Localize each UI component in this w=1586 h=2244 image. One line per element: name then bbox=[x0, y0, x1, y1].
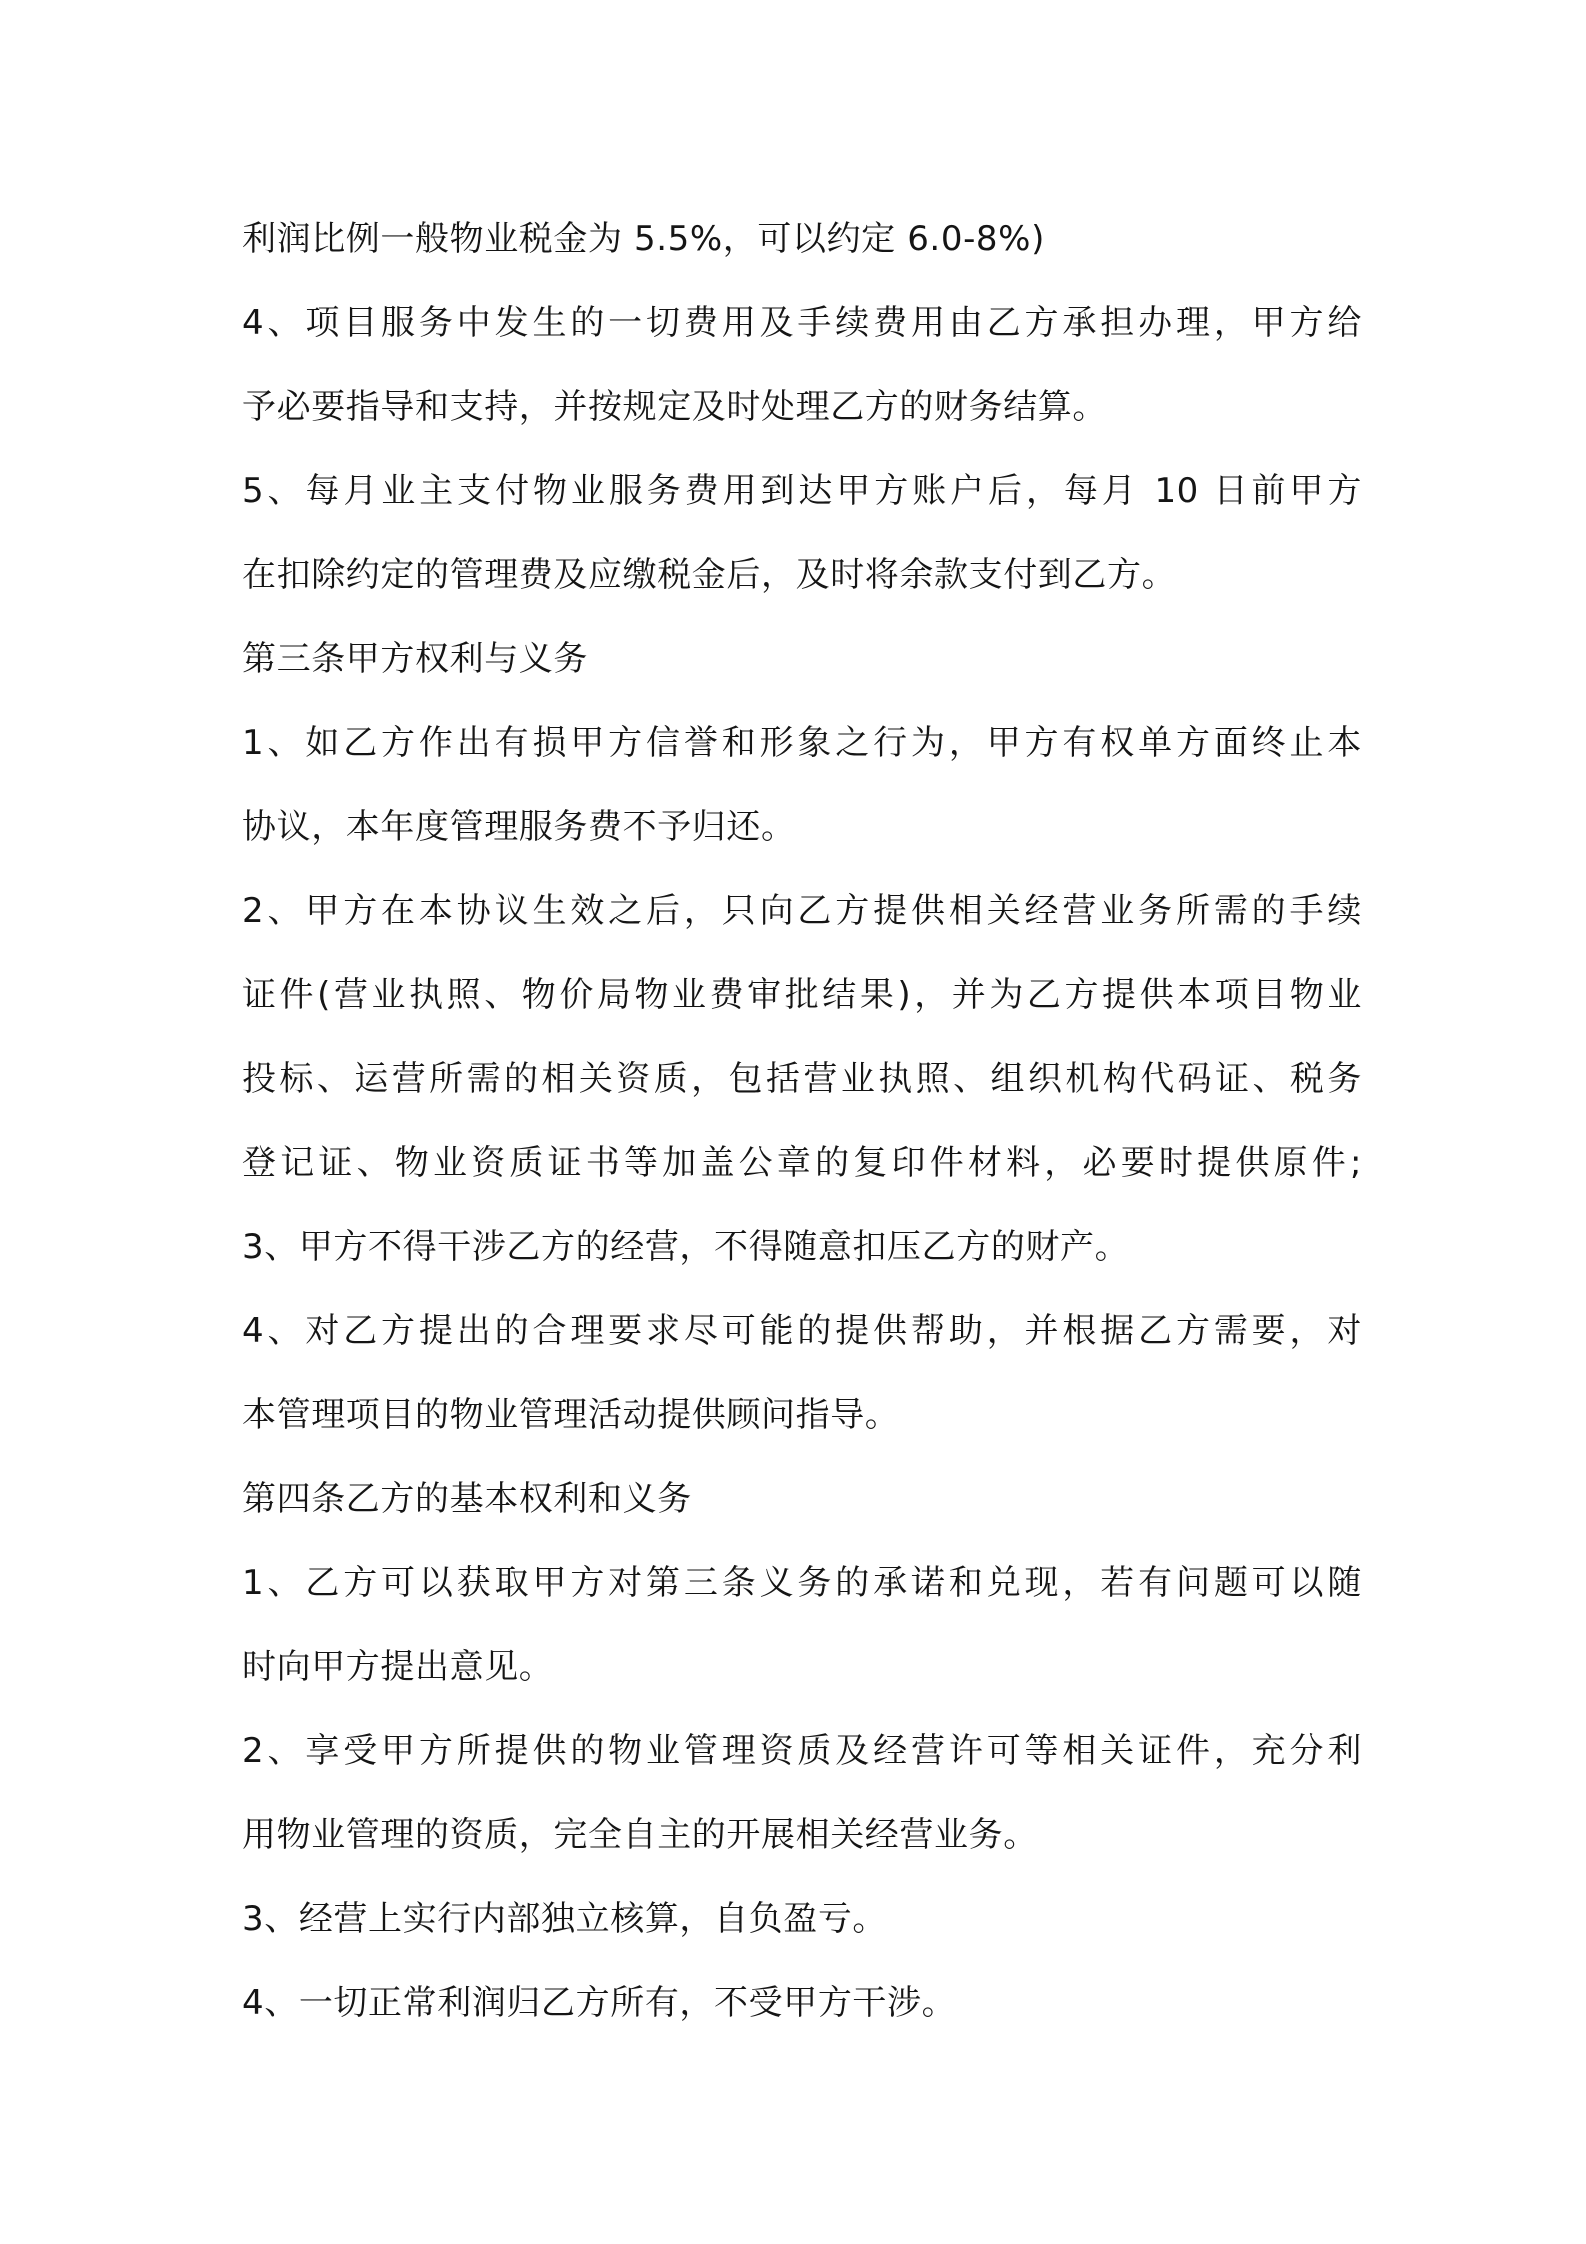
paragraph-line: 证件(营业执照、物价局物业费审批结果)，并为乙方提供本项目物业 bbox=[242, 975, 1362, 1015]
paragraph-line: 在扣除约定的管理费及应缴税金后，及时将余款支付到乙方。 bbox=[242, 555, 1177, 595]
section-heading: 第四条乙方的基本权利和义务 bbox=[242, 1479, 692, 1519]
paragraph-line: 2、甲方在本协议生效之后，只向乙方提供相关经营业务所需的手续 bbox=[242, 891, 1362, 931]
paragraph-line: 予必要指导和支持，并按规定及时处理乙方的财务结算。 bbox=[242, 387, 1107, 427]
paragraph-line: 2、享受甲方所提供的物业管理资质及经营许可等相关证件，充分利 bbox=[242, 1731, 1362, 1771]
paragraph-line: 登记证、物业资质证书等加盖公章的复印件材料，必要时提供原件; bbox=[242, 1143, 1362, 1183]
paragraph-line: 1、如乙方作出有损甲方信誉和形象之行为，甲方有权单方面终止本 bbox=[242, 723, 1362, 763]
paragraph-line: 4、项目服务中发生的一切费用及手续费用由乙方承担办理，甲方给 bbox=[242, 303, 1362, 343]
paragraph-line: 3、甲方不得干涉乙方的经营，不得随意扣压乙方的财产。 bbox=[242, 1227, 1130, 1267]
paragraph-line: 用物业管理的资质，完全自主的开展相关经营业务。 bbox=[242, 1815, 1038, 1855]
section-heading: 第三条甲方权利与义务 bbox=[242, 639, 588, 679]
paragraph-line: 协议，本年度管理服务费不予归还。 bbox=[242, 807, 796, 847]
paragraph-line: 利润比例一般物业税金为 5.5%，可以约定 6.0-8%) bbox=[242, 219, 1045, 259]
paragraph-line: 投标、运营所需的相关资质，包括营业执照、组织机构代码证、税务 bbox=[242, 1059, 1362, 1099]
paragraph-line: 3、经营上实行内部独立核算，自负盈亏。 bbox=[242, 1899, 888, 1939]
document-body bbox=[242, 197, 1362, 2045]
paragraph-line: 时向甲方提出意见。 bbox=[242, 1647, 554, 1687]
paragraph-line: 4、一切正常利润归乙方所有，不受甲方干涉。 bbox=[242, 1983, 957, 2023]
paragraph-line: 本管理项目的物业管理活动提供顾问指导。 bbox=[242, 1395, 900, 1435]
paragraph-line: 4、对乙方提出的合理要求尽可能的提供帮助，并根据乙方需要，对 bbox=[242, 1311, 1362, 1351]
paragraph-line: 1、乙方可以获取甲方对第三条义务的承诺和兑现，若有问题可以随 bbox=[242, 1563, 1362, 1603]
paragraph-line: 5、每月业主支付物业服务费用到达甲方账户后，每月 10 日前甲方 bbox=[242, 471, 1362, 511]
